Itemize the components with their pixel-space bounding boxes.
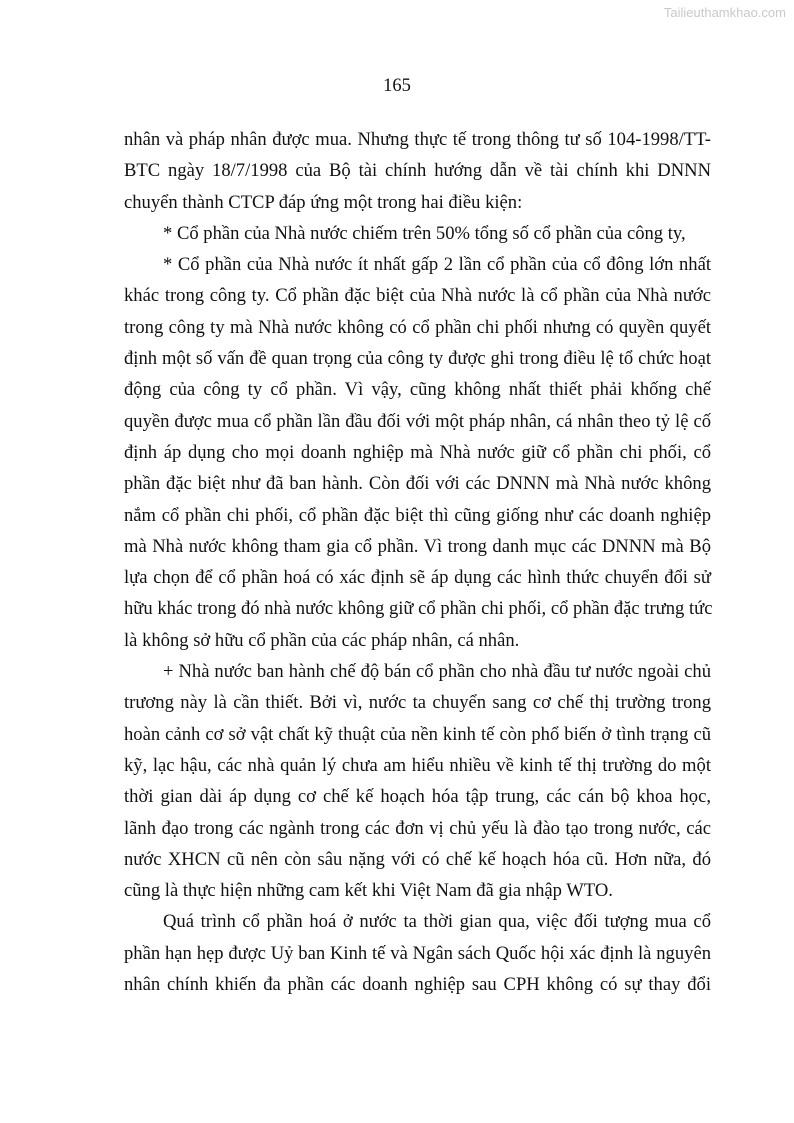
text-line: thời gian dài áp dụng cơ chế kế hoạch hóa tập trung, các cán bộ khoa học, (124, 786, 711, 808)
text-line: BTC ngày 18/7/1998 của Bộ tài chính hướng dẫn về tài chính khi DNNN (124, 160, 711, 182)
text-line: định một số vấn đề quan trọng của công ty được ghi trong điều lệ tổ chức hoạt (124, 348, 711, 370)
text-line: lãnh đạo trong các ngành trong các đơn vị chủ yếu là đào tạo trong nước, các (124, 817, 711, 839)
paragraph (124, 249, 711, 656)
paragraph (124, 656, 711, 906)
text-line: hữu khác trong đó nhà nước không giữ cổ phần chi phối, cổ phần đặc trưng tức (124, 598, 713, 620)
text-line: * Cổ phần của Nhà nước chiếm trên 50% tổng số cổ phần của công ty, (163, 222, 686, 244)
paragraph (124, 218, 711, 249)
watermark: Tailieuthamkhao.com (663, 5, 786, 20)
text-line: khác trong công ty. Cổ phần đặc biệt của Nhà nước là cổ phần của Nhà nước (124, 285, 711, 307)
page-number: 165 (383, 76, 411, 96)
text-line: Quá trình cổ phần hoá ở nước ta thời gian qua, việc đối tượng mua cổ (163, 911, 711, 933)
text-line: nhân chính khiến đa phần các doanh nghiệp sau CPH không có sự thay đổi (124, 974, 711, 996)
text-line: cũng là thực hiện những cam kết khi Việt Nam đã gia nhập WTO. (124, 880, 613, 902)
text-line: động của công ty cổ phần. Vì vậy, cũng không nhất thiết phải khống chế (124, 379, 711, 401)
text-line: nước XHCN cũ nên còn sâu nặng với có chế kế hoạch hóa cũ. Hơn nữa, đó (124, 848, 711, 870)
text-line: trong công ty mà Nhà nước không có cổ phần chi phối nhưng có quyền quyết (124, 316, 711, 338)
text-line: kỹ, lạc hậu, các nhà quản lý chưa am hiểu nhiều về kinh tế thị trường do một (124, 754, 711, 776)
text-line: mà Nhà nước không tham gia cổ phần. Vì trong danh mục các DNNN mà Bộ (124, 535, 711, 557)
text-line: nắm cổ phần chi phối, cổ phần đặc biệt thì cũng giống như các doanh nghiệp (124, 504, 711, 526)
paragraph (124, 906, 711, 1000)
text-line: hoàn cảnh cơ sở vật chất kỹ thuật của nền kinh tế còn phổ biến ở tình trạng cũ (124, 723, 711, 745)
text-line: lựa chọn để cổ phần hoá có xác định sẽ áp dụng các hình thức chuyển đổi sử (124, 567, 711, 589)
body-text (124, 124, 711, 1000)
text-line: phần đặc biệt như đã ban hành. Còn đối với các DNNN mà Nhà nước không (124, 473, 711, 495)
text-line: định áp dụng cho mọi doanh nghiệp mà Nhà nước giữ cổ phần chi phối, cổ (124, 441, 711, 463)
text-line: * Cổ phần của Nhà nước ít nhất gấp 2 lần cổ phần của cổ đông lớn nhất (163, 254, 711, 276)
text-line: quyền được mua cổ phần lần đầu đối với một pháp nhân, cá nhân theo tỷ lệ cố (124, 410, 711, 432)
paragraph (124, 124, 711, 218)
text-line: là không sở hữu cổ phần của các pháp nhân, cá nhân. (124, 629, 520, 651)
text-line: trương này là cần thiết. Bởi vì, nước ta chuyển sang cơ chế thị trường trong (124, 692, 711, 714)
text-line: chuyển thành CTCP đáp ứng một trong hai điều kiện: (124, 191, 523, 213)
text-line: nhân và pháp nhân được mua. Nhưng thực tế trong thông tư số 104-1998/TT- (124, 129, 711, 150)
text-line: + Nhà nước ban hành chế độ bán cổ phần cho nhà đầu tư nước ngoài chủ (163, 661, 711, 683)
text-line: phần hạn hẹp được Uỷ ban Kinh tế và Ngân sách Quốc hội xác định là nguyên (124, 942, 711, 964)
